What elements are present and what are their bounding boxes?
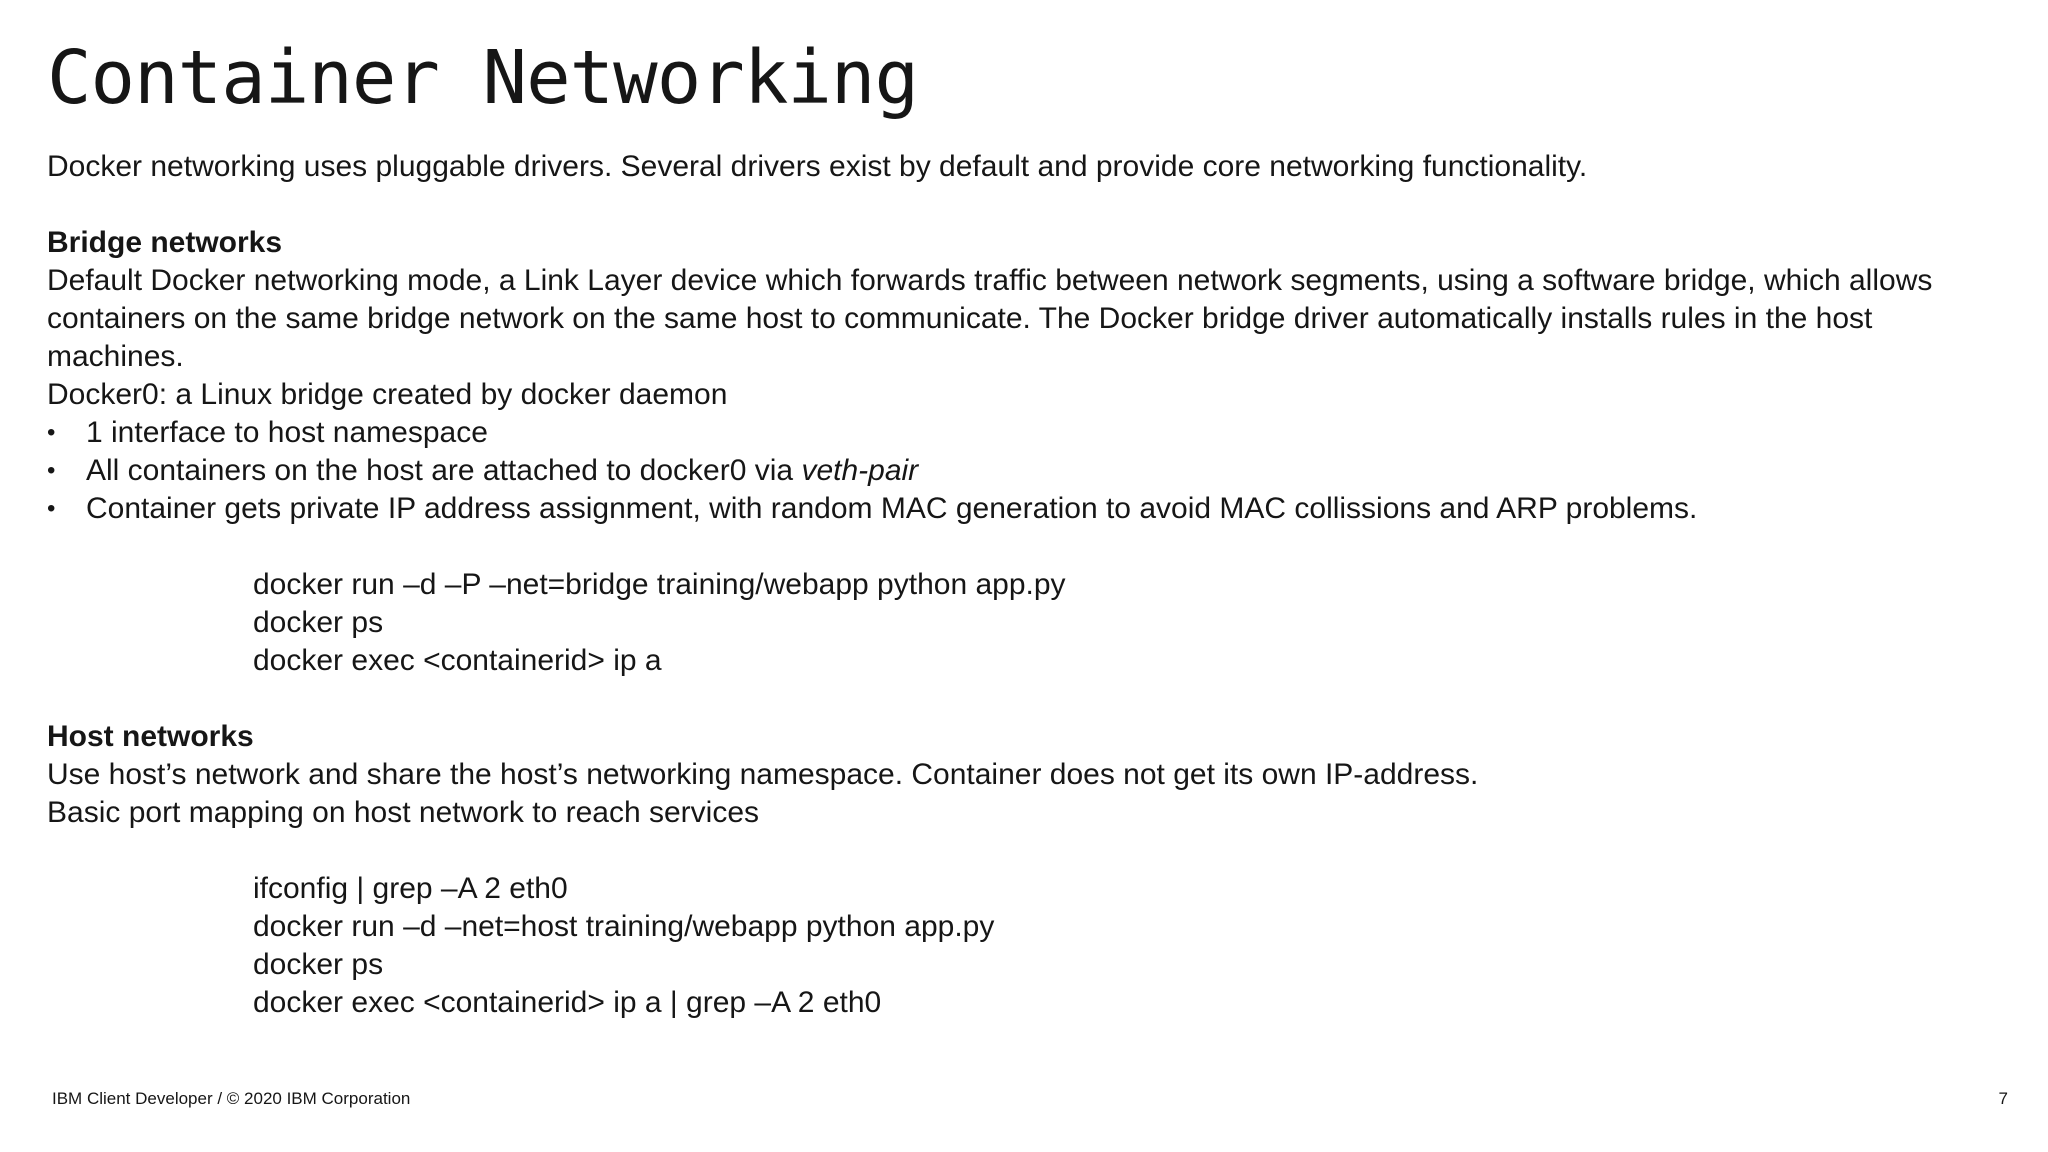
bullet-item xyxy=(47,414,2007,452)
footer-copyright: IBM Client Developer / © 2020 IBM Corporation xyxy=(52,1089,411,1108)
command-line: ifconfig | grep –A 2 eth0 xyxy=(253,872,568,905)
docker0-line: Docker0: a Linux bridge created by docker daemon xyxy=(47,378,728,411)
bullet-icon: • xyxy=(47,419,56,446)
command-line: docker exec <containerid> ip a xyxy=(253,644,662,677)
intro-text: Docker networking uses pluggable drivers. Several drivers exist by default and provide core networking functionality. xyxy=(47,150,1588,183)
bullet-icon: • xyxy=(47,495,56,522)
host-port-mapping-text: Basic port mapping on host network to reach services xyxy=(47,796,760,829)
host-networks-heading: Host networks xyxy=(47,720,254,753)
bridge-bullet-list xyxy=(47,414,2007,528)
bridge-networks-description: Default Docker networking mode, a Link Layer device which forwards traffic between network segments, using a software bridge, which allows containers on the same bridge network on the same host to communicate. The Docker bridge driver automatically installs rules in the host machines. xyxy=(47,264,1933,373)
host-commands xyxy=(253,870,2007,1022)
command-line: docker ps xyxy=(253,948,384,981)
bullet-emphasis: veth-pair xyxy=(801,454,919,487)
bullet-item xyxy=(47,490,2007,528)
command-line: docker run –d –P –net=bridge training/webapp python app.py xyxy=(253,568,1066,601)
command-line: docker ps xyxy=(253,606,384,639)
bridge-commands xyxy=(253,566,2007,680)
bridge-networks-heading: Bridge networks xyxy=(47,226,283,259)
page-number: 7 xyxy=(1998,1089,2008,1108)
bullet-text: Container gets private IP address assignment, with random MAC generation to avoid MAC collissions and ARP problems. xyxy=(86,492,1698,525)
bullet-text: 1 interface to host namespace xyxy=(86,416,488,449)
command-line: docker run –d –net=host training/webapp python app.py xyxy=(253,910,995,943)
host-networks-description: Use host’s network and share the host’s networking namespace. Container does not get its own IP-address. xyxy=(47,758,1479,791)
slide-title: Container Networking xyxy=(47,35,919,121)
command-line: docker exec <containerid> ip a | grep –A 2 eth0 xyxy=(253,986,882,1019)
bullet-text: All containers on the host are attached to docker0 via xyxy=(86,454,802,487)
slide-body xyxy=(47,148,2007,1060)
bullet-item xyxy=(47,452,2007,490)
bullet-icon: • xyxy=(47,457,56,484)
